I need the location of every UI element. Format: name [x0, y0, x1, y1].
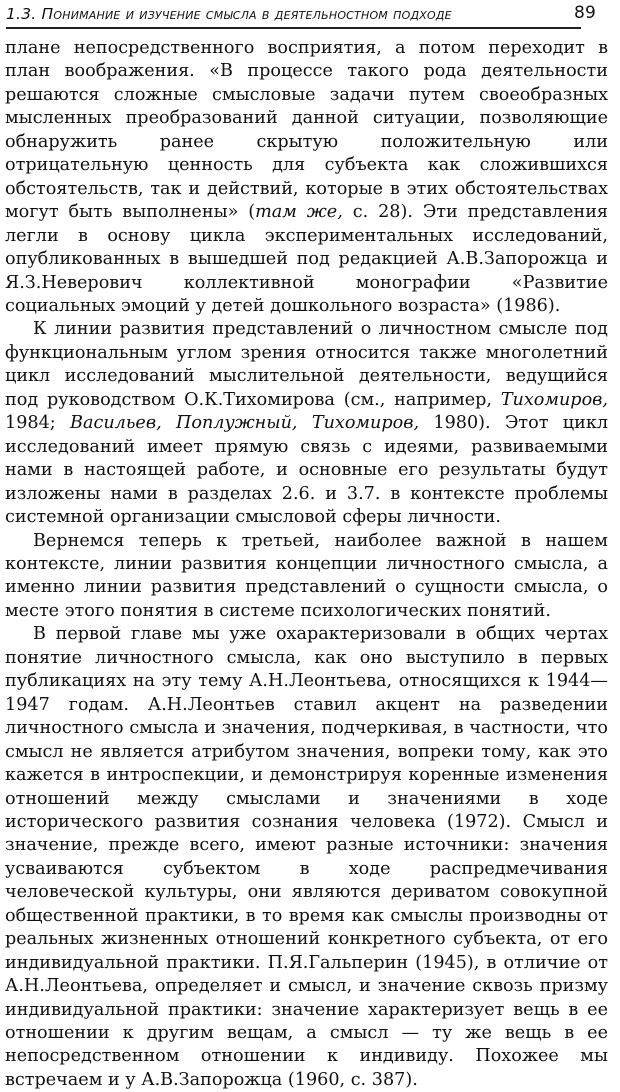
citation-italic: Тихомиров, [500, 389, 608, 410]
text-segment: плане непосредственного восприятия, а потом переходит в план воображения. «В процессе такого рода деятельности решаются сложные смысловые задачи путем своеобразных мысленных преобразований данной ситуации, позволяющие обнаружить ранее скрытую положительную или отрицательную ценность для субъекта как сложившихся обстоятельств, так и действий, которые в этих обстоятельствах могут быть выполнены» ( [5, 38, 608, 223]
text-segment: К линии развития представлений о личностном смысле под функциональным углом зрения относится также многолетний цикл исследований мыслительной деятельности, ведущийся под руководством О.К.Тихомирова (см., например, [5, 319, 608, 410]
text-segment: 1984; [5, 413, 71, 434]
page-number: 89 [573, 3, 596, 23]
text-segment: с. 28). Эти представления легли в основу цикла экспериментальных исследований, опубликованных в вышедшей под редакцией А.В.Запорожца и Я.З.Неверович коллективной монографии «Развитие социальных эмоций у детей дошкольного возраста» (1986). [5, 202, 609, 316]
citation-italic: там же, [255, 202, 343, 223]
text-segment: В первой главе мы уже охарактеризовали в общих чертах понятие личностного смысла, как оно выступило в первых публикациях на эту тему А.Н.Леонтьева, относящихся к 1944—1947 годам. А.Н.Леонтьев ставил акцент на разведении личностного смысла и значения, подчеркивая, в частности, что смысл не является атрибутом значения, вопреки тому, как это кажется в интроспекции, и демонстрируя коренные изменения отношений между смыслами и значениями в ходе исторического развития сознания человека (1972). Смысл и значение, прежде всего, имеют разные источники: значения усваиваются субъектом в ходе распредмечивания человеческой культуры, они являются дериватом совокупной общественной практики, в то время как смыслы производны от реальных жизненных отношений конкретного субъекта, от его индивидуальной практики. П.Я.Гальперин (1945), в отличие от А.Н.Леонтьева, определяет и смысл, и значение сквозь призму индивидуальной практики: значение характеризует вещь в ее отношении к другим вещам, а смысл — ту же вещь в ее непосредственном отношении к индивиду. Похожее мы встречаем и у А.В.Запорожца (1960, с. 387). [5, 624, 608, 1090]
body-text [5, 37, 608, 1092]
running-header [6, 0, 614, 30]
section-title: 1.3. Понимание и изучение смысла в деятельностном подходе [6, 5, 452, 23]
paragraph-continuation [5, 37, 608, 318]
citation-italic: Васильев, Поплужный, Тихомиров, [70, 413, 420, 434]
paragraph [5, 623, 608, 1092]
text-segment: Вернемся теперь к третьей, наиболее важной в нашем контексте, линии развития концепции личностного смысла, а именно линии развития представлений о сущности смысла, о месте этого понятия в системе психологических понятий. [5, 530, 608, 621]
paragraph [5, 318, 608, 529]
paragraph [5, 530, 608, 624]
header-rule [6, 27, 581, 29]
text-segment: 1980). Этот цикл исследований имеет прямую связь с идеями, развиваемыми нами в настоящей работе, и основные его результаты будут изложены нами в разделах 2.6. и 3.7. в контексте проблемы системной организации смысловой сферы личности. [5, 413, 609, 528]
